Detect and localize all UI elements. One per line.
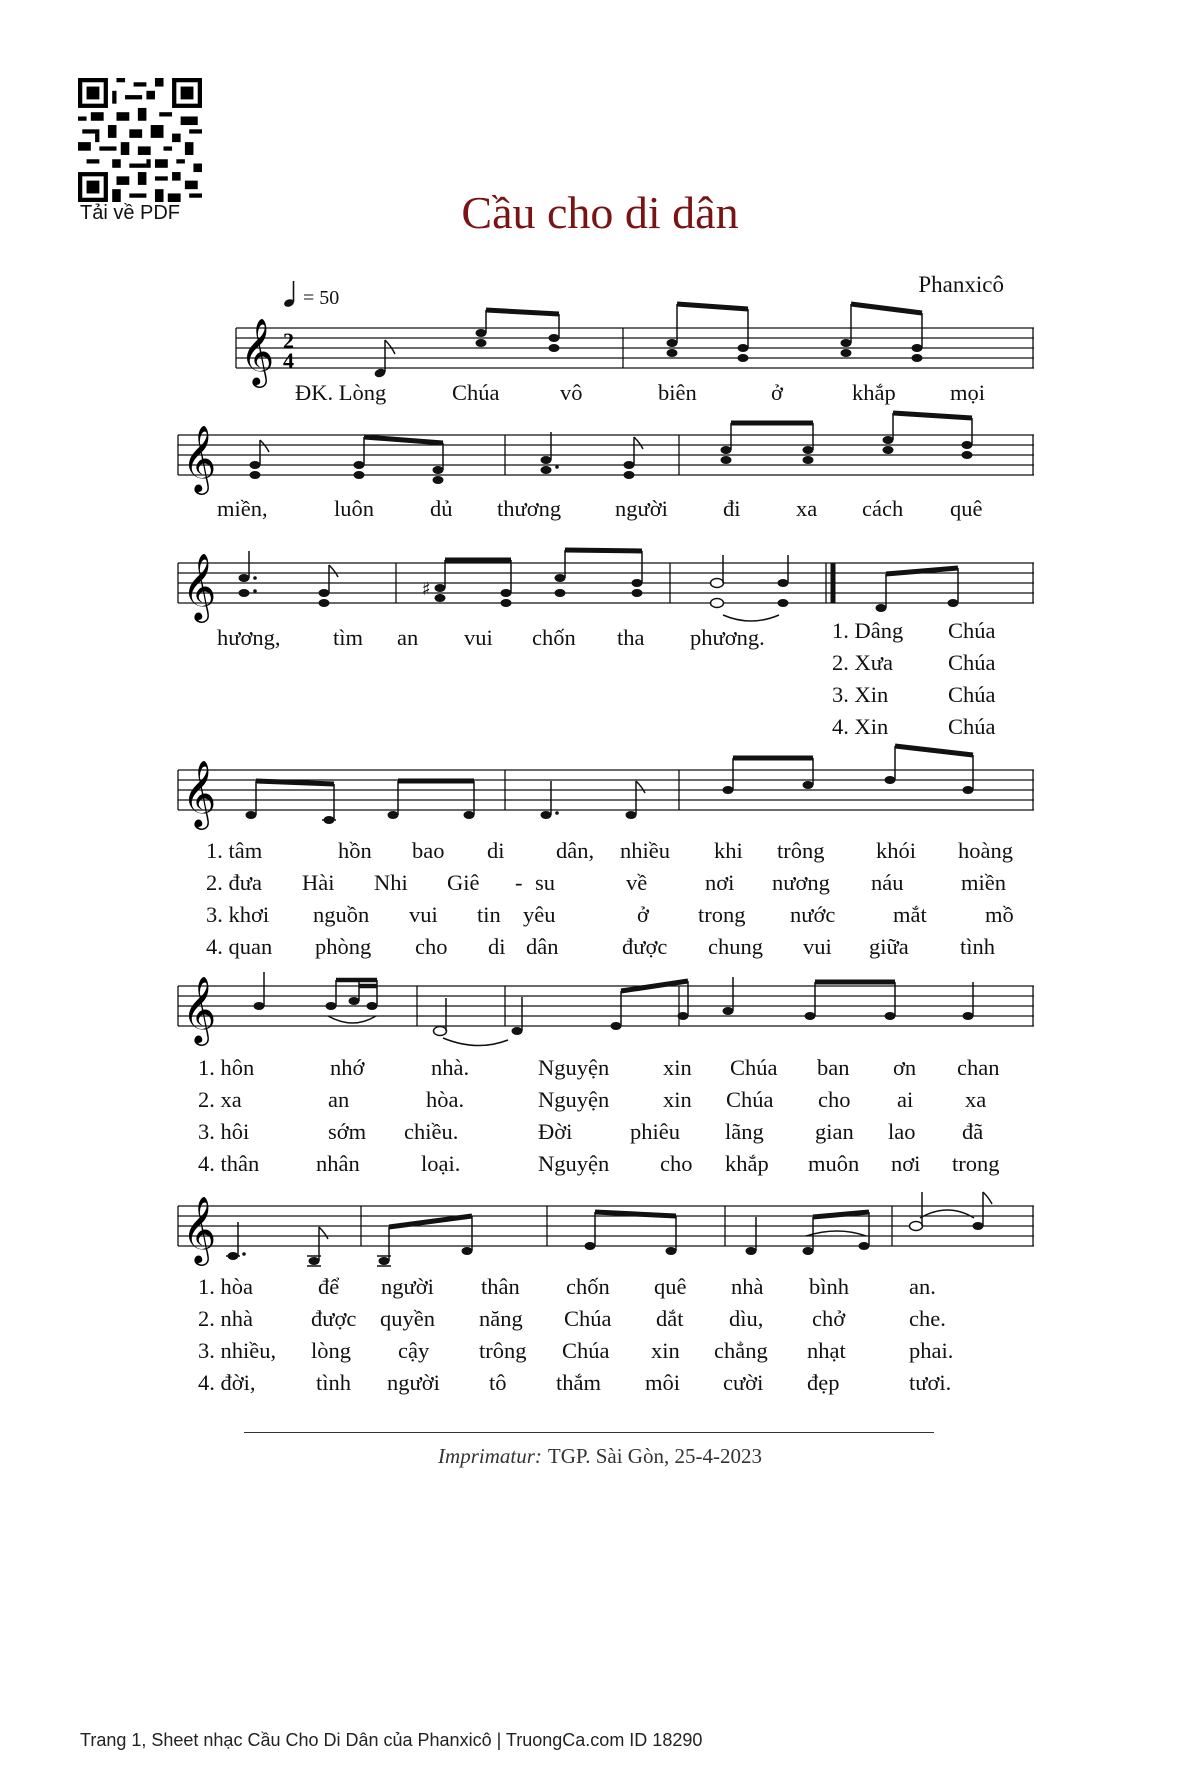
lyric-syllable: cho: [818, 1087, 851, 1112]
lyric-syllable: Đời: [538, 1119, 573, 1144]
qr-code[interactable]: [78, 78, 202, 202]
lyric-syllable: Nguyện: [538, 1087, 610, 1112]
lyric-syllable: tô: [489, 1370, 507, 1395]
lyric-syllable: di: [487, 838, 505, 863]
staff-system-1: [236, 318, 1034, 388]
lyric-syllable: 1. tâm: [206, 838, 263, 863]
lyric-syllable: nhạt: [807, 1338, 846, 1363]
treble-clef-icon: 𝄞: [182, 552, 217, 620]
lyric-syllable: hòa.: [426, 1087, 465, 1112]
lyrics-system-6-verse-3: [180, 1338, 1040, 1368]
lyric-syllable: đã: [962, 1119, 984, 1144]
lyric-syllable: nhân: [316, 1151, 360, 1176]
verse-start-label: 1. Dâng: [832, 618, 904, 643]
lyrics-system-5-verse-3: [180, 1119, 1040, 1149]
lyric-syllable: chiều.: [404, 1119, 459, 1144]
lyric-syllable: người: [615, 496, 668, 521]
lyric-syllable: Chúa: [564, 1306, 612, 1331]
lyric-syllable: tươi.: [909, 1370, 952, 1395]
time-sig-top: 2: [283, 328, 294, 353]
lyric-syllable: Nguyện: [538, 1055, 610, 1080]
lyric-syllable: 3. hôi: [198, 1119, 250, 1144]
treble-clef-icon: 𝄞: [240, 317, 275, 385]
lyric-syllable: dân,: [556, 838, 595, 863]
lyric-syllable: Nguyện: [538, 1151, 610, 1176]
lyric-syllable: về: [626, 870, 648, 895]
lyric-syllable: được: [622, 934, 668, 959]
lyric-syllable: nương: [772, 870, 830, 895]
lyric-syllable: hồn: [338, 838, 372, 863]
verse-start-label: 4. Xin: [832, 714, 889, 739]
lyric-syllable: trong: [698, 902, 746, 927]
lyrics-system-5-verse-4: [180, 1151, 1040, 1181]
lyric-syllable: sớm: [328, 1119, 367, 1144]
verse-start-label: Chúa: [948, 682, 996, 707]
lyric-syllable: chan: [957, 1055, 1000, 1080]
lyrics-system-1: [180, 380, 1040, 410]
lyric-syllable: an: [328, 1087, 350, 1112]
staff-system-5: [178, 976, 1034, 1046]
verse-start-label: Chúa: [948, 714, 996, 739]
lyrics-system-4-verse-4: [180, 934, 1040, 964]
lyrics-system-2: [180, 496, 1040, 526]
lyric-syllable: Hài: [302, 870, 335, 895]
lyric-syllable: thân: [481, 1274, 520, 1299]
lyric-syllable: tha: [617, 625, 645, 650]
lyric-syllable: 2. xa: [198, 1087, 242, 1112]
lyric-syllable: phương.: [690, 625, 765, 650]
lyric-syllable: cậy: [398, 1338, 430, 1363]
lyric-syllable: nhà: [731, 1274, 764, 1299]
lyric-syllable: người: [381, 1274, 434, 1299]
lyric-syllable: khắp: [852, 380, 896, 405]
lyric-syllable: giữa: [869, 934, 909, 959]
lyric-syllable: yêu: [523, 902, 556, 927]
lyric-syllable: su: [535, 870, 556, 895]
lyric-syllable: cười: [723, 1370, 764, 1395]
lyrics-system-4-verse-3: [180, 902, 1040, 932]
verse-start-label: Chúa: [948, 618, 996, 643]
staff-system-4: [178, 760, 1034, 830]
lyric-syllable: 1. hôn: [198, 1055, 255, 1080]
download-pdf-link[interactable]: Tải về PDF: [80, 202, 181, 224]
lyric-syllable: dủ: [430, 496, 453, 521]
lyric-syllable: người: [387, 1370, 440, 1395]
lyric-syllable: ở: [637, 902, 649, 927]
lyrics-system-3: [180, 625, 1040, 655]
imprimatur-label: Imprimatur:: [438, 1444, 542, 1468]
lyric-syllable: phai.: [909, 1338, 954, 1363]
imprimatur: [0, 1444, 1200, 1469]
lyric-syllable: nhà.: [431, 1055, 470, 1080]
lyric-syllable: chở: [812, 1306, 846, 1331]
lyric-syllable: chốn: [566, 1274, 610, 1299]
lyric-syllable: bình: [809, 1274, 850, 1299]
lyric-syllable: loại.: [421, 1151, 461, 1176]
lyric-syllable: phiêu: [630, 1119, 680, 1144]
lyric-syllable: khói: [876, 838, 917, 863]
composer-name: Phanxicô: [918, 272, 1004, 297]
lyrics-system-4-verse-2: [180, 870, 1040, 900]
lyric-syllable: chẳng: [714, 1338, 768, 1363]
lyric-syllable: được: [311, 1306, 357, 1331]
lyric-syllable: nhiều: [620, 838, 670, 863]
treble-clef-icon: 𝄞: [182, 759, 217, 827]
lyric-syllable: xin: [663, 1055, 692, 1080]
quarter-note-icon: [284, 280, 298, 308]
lyrics-system-5-verse-2: [180, 1087, 1040, 1117]
staff-system-2: [178, 425, 1034, 495]
lyric-syllable: 3. nhiều,: [198, 1338, 277, 1363]
lyric-syllable: chung: [708, 934, 763, 959]
lyric-syllable: xa: [796, 496, 818, 521]
lyric-syllable: vui: [803, 934, 832, 959]
tempo-value: = 50: [303, 287, 340, 309]
lyric-syllable: trông: [777, 838, 825, 863]
lyric-syllable: nơi: [705, 870, 735, 895]
lyric-syllable: Chúa: [726, 1087, 774, 1112]
lyric-syllable: che.: [909, 1306, 946, 1331]
lyric-syllable: quyền: [380, 1306, 435, 1331]
lyric-syllable: miền: [961, 870, 1006, 895]
lyric-syllable: đẹp: [807, 1370, 840, 1395]
tempo-mark: [284, 280, 339, 310]
staff-system-6: [178, 1196, 1034, 1266]
lyric-syllable: Chúa: [562, 1338, 610, 1363]
lyric-syllable: mọi: [950, 380, 986, 405]
time-sig-bottom: 4: [283, 348, 294, 373]
treble-clef-icon: 𝄞: [182, 424, 217, 492]
lyrics-system-5-verse-1: [180, 1055, 1040, 1085]
lyric-syllable: thương: [497, 496, 562, 521]
lyric-syllable: năng: [479, 1306, 523, 1331]
song-title: Cầu cho di dân: [461, 187, 739, 238]
lyric-syllable: ĐK. Lòng: [295, 380, 387, 405]
lyric-syllable: muôn: [808, 1151, 860, 1176]
lyrics-system-4-verse-1: [180, 838, 1040, 868]
lyric-syllable: ban: [817, 1055, 850, 1080]
lyric-syllable: an.: [909, 1274, 936, 1299]
lyric-syllable: tin: [477, 902, 501, 927]
lyric-syllable: để: [318, 1274, 340, 1299]
lyric-syllable: 3. khơi: [206, 902, 270, 927]
verse-start-label: 2. Xưa: [832, 650, 893, 675]
lyric-syllable: xin: [651, 1338, 680, 1363]
staff-system-3: [178, 553, 1034, 623]
lyric-syllable: Giê: [447, 870, 480, 895]
lyric-syllable: nguồn: [313, 902, 370, 927]
lyric-syllable: đi: [723, 496, 741, 521]
lyric-syllable: ơn: [893, 1055, 917, 1080]
lyric-syllable: Chúa: [730, 1055, 778, 1080]
divider: [244, 1432, 934, 1433]
lyric-syllable: lãng: [725, 1119, 764, 1144]
verse-start-label: 3. Xin: [832, 682, 889, 707]
lyric-syllable: nước: [790, 902, 836, 927]
lyric-syllable: 4. quan: [206, 934, 273, 959]
lyric-syllable: lòng: [311, 1338, 352, 1363]
lyric-syllable: hương,: [217, 625, 281, 650]
lyric-syllable: lao: [888, 1119, 916, 1144]
lyric-syllable: biên: [658, 380, 697, 405]
lyric-syllable: mắt: [893, 902, 927, 927]
lyrics-system-6-verse-2: [180, 1306, 1040, 1336]
lyric-syllable: luôn: [334, 496, 375, 521]
lyric-syllable: chốn: [532, 625, 576, 650]
svg-text:♯: ♯: [422, 579, 431, 600]
lyric-syllable: ai: [897, 1087, 914, 1112]
lyric-syllable: trong: [952, 1151, 1000, 1176]
lyric-syllable: tình: [316, 1370, 352, 1395]
lyric-syllable: xin: [663, 1087, 692, 1112]
lyric-syllable: dìu,: [729, 1306, 764, 1331]
lyric-syllable: nhớ: [330, 1055, 365, 1080]
lyric-syllable: dân: [526, 934, 559, 959]
treble-clef-icon: 𝄞: [182, 1195, 217, 1263]
lyric-syllable: miền,: [217, 496, 268, 521]
lyrics-system-6-verse-4: [180, 1370, 1040, 1400]
lyric-syllable: 1. hòa: [198, 1274, 253, 1299]
lyric-syllable: tình: [960, 934, 996, 959]
lyric-syllable: cho: [415, 934, 448, 959]
lyric-syllable: tìm: [333, 625, 364, 650]
lyric-syllable: nơi: [891, 1151, 921, 1176]
page-footer: Trang 1, Sheet nhạc Cầu Cho Di Dân của Phanxicô | TruongCa.com ID 18290: [80, 1730, 703, 1750]
lyric-syllable: bao: [412, 838, 445, 863]
lyric-syllable: mồ: [985, 902, 1014, 927]
lyric-syllable: thắm: [556, 1370, 601, 1395]
lyric-syllable: quê: [654, 1274, 687, 1299]
lyric-syllable: trông: [479, 1338, 527, 1363]
lyric-syllable: an: [397, 625, 419, 650]
lyric-syllable: -: [515, 870, 523, 895]
lyric-syllable: vui: [464, 625, 493, 650]
lyric-syllable: ở: [771, 380, 783, 405]
lyric-syllable: 4. đời,: [198, 1370, 256, 1395]
lyric-syllable: xa: [965, 1087, 987, 1112]
lyric-syllable: Chúa: [452, 380, 500, 405]
lyric-syllable: khi: [714, 838, 743, 863]
lyric-syllable: 4. thân: [198, 1151, 260, 1176]
lyric-syllable: Nhi: [374, 870, 408, 895]
lyric-syllable: phòng: [315, 934, 372, 959]
lyric-syllable: dắt: [656, 1306, 684, 1331]
lyric-syllable: môi: [645, 1370, 681, 1395]
lyric-syllable: 2. nhà: [198, 1306, 253, 1331]
lyric-syllable: cách: [862, 496, 904, 521]
lyric-syllable: quê: [950, 496, 983, 521]
lyric-syllable: náu: [871, 870, 904, 895]
treble-clef-icon: 𝄞: [182, 975, 217, 1043]
lyric-syllable: vui: [409, 902, 438, 927]
lyric-syllable: 2. đưa: [206, 870, 262, 895]
lyric-syllable: vô: [560, 380, 583, 405]
lyric-syllable: gian: [815, 1119, 854, 1144]
imprimatur-text: TGP. Sài Gòn, 25-4-2023: [547, 1444, 762, 1468]
lyrics-system-6-verse-1: [180, 1274, 1040, 1304]
lyric-syllable: di: [488, 934, 506, 959]
lyric-syllable: hoàng: [958, 838, 1013, 863]
lyric-syllable: cho: [660, 1151, 693, 1176]
verse-start-label: Chúa: [948, 650, 996, 675]
lyric-syllable: khắp: [725, 1151, 769, 1176]
